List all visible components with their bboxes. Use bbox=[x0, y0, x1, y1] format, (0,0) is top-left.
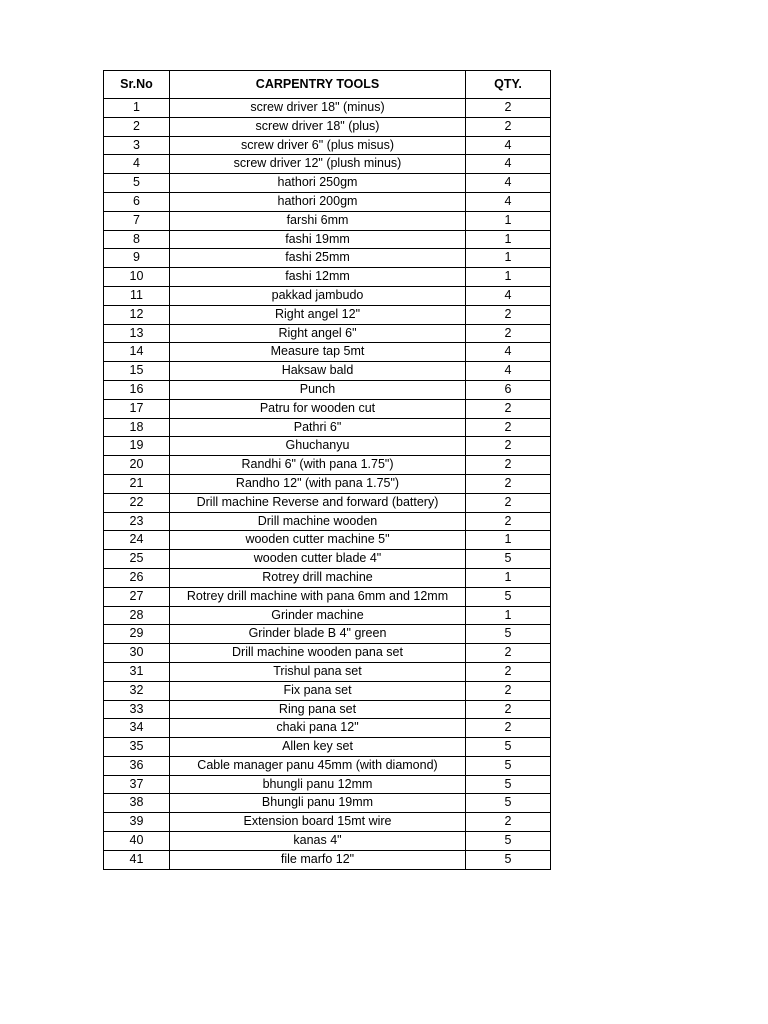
tool-name-cell: fashi 25mm bbox=[170, 249, 466, 268]
qty-cell: 5 bbox=[466, 832, 551, 851]
sr-no-cell: 37 bbox=[104, 775, 170, 794]
table-row bbox=[104, 738, 551, 757]
table-row bbox=[104, 832, 551, 851]
sr-no-cell: 19 bbox=[104, 437, 170, 456]
table-row bbox=[104, 418, 551, 437]
qty-cell: 5 bbox=[466, 850, 551, 869]
tool-name-cell: hathori 200gm bbox=[170, 192, 466, 211]
table-row bbox=[104, 343, 551, 362]
tool-name-cell: Punch bbox=[170, 380, 466, 399]
sr-no-cell: 9 bbox=[104, 249, 170, 268]
tool-name-cell: Ring pana set bbox=[170, 700, 466, 719]
carpentry-tools-header: CARPENTRY TOOLS bbox=[170, 71, 466, 99]
tool-name-cell: Grinder machine bbox=[170, 606, 466, 625]
table-header bbox=[104, 71, 551, 99]
tool-name-cell: Trishul pana set bbox=[170, 662, 466, 681]
table-row bbox=[104, 493, 551, 512]
qty-cell: 2 bbox=[466, 700, 551, 719]
table-row bbox=[104, 606, 551, 625]
tool-name-cell: kanas 4" bbox=[170, 832, 466, 851]
qty-cell: 4 bbox=[466, 192, 551, 211]
sr-no-cell: 28 bbox=[104, 606, 170, 625]
tool-name-cell: Drill machine Reverse and forward (battery) bbox=[170, 493, 466, 512]
sr-no-cell: 4 bbox=[104, 155, 170, 174]
qty-cell: 5 bbox=[466, 738, 551, 757]
qty-cell: 2 bbox=[466, 662, 551, 681]
table-row bbox=[104, 136, 551, 155]
qty-header: QTY. bbox=[466, 71, 551, 99]
qty-cell: 4 bbox=[466, 362, 551, 381]
table-row bbox=[104, 286, 551, 305]
table-row bbox=[104, 230, 551, 249]
tool-name-cell: Ghuchanyu bbox=[170, 437, 466, 456]
tool-name-cell: Grinder blade B 4" green bbox=[170, 625, 466, 644]
table-row bbox=[104, 644, 551, 663]
table-row bbox=[104, 174, 551, 193]
qty-cell: 2 bbox=[466, 399, 551, 418]
table-row bbox=[104, 775, 551, 794]
qty-cell: 5 bbox=[466, 587, 551, 606]
tool-name-cell: screw driver 18" (plus) bbox=[170, 117, 466, 136]
tool-name-cell: screw driver 6" (plus misus) bbox=[170, 136, 466, 155]
tool-name-cell: Randhi 6" (with pana 1.75") bbox=[170, 456, 466, 475]
table-row bbox=[104, 568, 551, 587]
qty-cell: 4 bbox=[466, 286, 551, 305]
qty-cell: 2 bbox=[466, 644, 551, 663]
qty-cell: 2 bbox=[466, 474, 551, 493]
qty-cell: 2 bbox=[466, 493, 551, 512]
sr-no-cell: 32 bbox=[104, 681, 170, 700]
qty-cell: 5 bbox=[466, 625, 551, 644]
table-row bbox=[104, 813, 551, 832]
tool-name-cell: Randho 12" (with pana 1.75") bbox=[170, 474, 466, 493]
sr-no-cell: 23 bbox=[104, 512, 170, 531]
table-row bbox=[104, 399, 551, 418]
table-row bbox=[104, 155, 551, 174]
header-row bbox=[104, 71, 551, 99]
tool-name-cell: farshi 6mm bbox=[170, 211, 466, 230]
qty-cell: 2 bbox=[466, 99, 551, 118]
carpentry-tools-sheet bbox=[103, 70, 550, 870]
sr-no-cell: 39 bbox=[104, 813, 170, 832]
sr-no-cell: 38 bbox=[104, 794, 170, 813]
sr-no-cell: 15 bbox=[104, 362, 170, 381]
tool-name-cell: Patru for wooden cut bbox=[170, 399, 466, 418]
sr-no-cell: 20 bbox=[104, 456, 170, 475]
qty-cell: 2 bbox=[466, 418, 551, 437]
table-row bbox=[104, 362, 551, 381]
sr-no-cell: 17 bbox=[104, 399, 170, 418]
qty-cell: 4 bbox=[466, 136, 551, 155]
qty-cell: 2 bbox=[466, 813, 551, 832]
qty-cell: 1 bbox=[466, 568, 551, 587]
table-row bbox=[104, 437, 551, 456]
qty-cell: 4 bbox=[466, 343, 551, 362]
tool-name-cell: screw driver 12" (plush minus) bbox=[170, 155, 466, 174]
tool-name-cell: wooden cutter machine 5" bbox=[170, 531, 466, 550]
table-body bbox=[104, 99, 551, 870]
tool-name-cell: Rotrey drill machine with pana 6mm and 12mm bbox=[170, 587, 466, 606]
sr-no-cell: 11 bbox=[104, 286, 170, 305]
tool-name-cell: Right angel 6" bbox=[170, 324, 466, 343]
tool-name-cell: Drill machine wooden pana set bbox=[170, 644, 466, 663]
sr-no-cell: 35 bbox=[104, 738, 170, 757]
sr-no-cell: 18 bbox=[104, 418, 170, 437]
tool-name-cell: Measure tap 5mt bbox=[170, 343, 466, 362]
qty-cell: 5 bbox=[466, 550, 551, 569]
tool-name-cell: Bhungli panu 19mm bbox=[170, 794, 466, 813]
tool-name-cell: Fix pana set bbox=[170, 681, 466, 700]
table-row bbox=[104, 512, 551, 531]
table-row bbox=[104, 531, 551, 550]
sr-no-header: Sr.No bbox=[104, 71, 170, 99]
sr-no-cell: 26 bbox=[104, 568, 170, 587]
table-row bbox=[104, 756, 551, 775]
sr-no-cell: 34 bbox=[104, 719, 170, 738]
sr-no-cell: 6 bbox=[104, 192, 170, 211]
tool-name-cell: pakkad jambudo bbox=[170, 286, 466, 305]
qty-cell: 2 bbox=[466, 305, 551, 324]
sr-no-cell: 21 bbox=[104, 474, 170, 493]
qty-cell: 2 bbox=[466, 437, 551, 456]
table-row bbox=[104, 700, 551, 719]
sr-no-cell: 16 bbox=[104, 380, 170, 399]
sr-no-cell: 22 bbox=[104, 493, 170, 512]
tool-name-cell: Rotrey drill machine bbox=[170, 568, 466, 587]
tool-name-cell: hathori 250gm bbox=[170, 174, 466, 193]
table-row bbox=[104, 192, 551, 211]
sr-no-cell: 2 bbox=[104, 117, 170, 136]
tool-name-cell: fashi 12mm bbox=[170, 268, 466, 287]
sr-no-cell: 29 bbox=[104, 625, 170, 644]
table-row bbox=[104, 456, 551, 475]
sr-no-cell: 5 bbox=[104, 174, 170, 193]
qty-cell: 5 bbox=[466, 775, 551, 794]
sr-no-cell: 30 bbox=[104, 644, 170, 663]
sr-no-cell: 41 bbox=[104, 850, 170, 869]
tool-name-cell: Allen key set bbox=[170, 738, 466, 757]
tool-name-cell: bhungli panu 12mm bbox=[170, 775, 466, 794]
table-row bbox=[104, 380, 551, 399]
table-row bbox=[104, 474, 551, 493]
qty-cell: 2 bbox=[466, 681, 551, 700]
table-row bbox=[104, 99, 551, 118]
table-row bbox=[104, 249, 551, 268]
qty-cell: 4 bbox=[466, 174, 551, 193]
tool-name-cell: Haksaw bald bbox=[170, 362, 466, 381]
sr-no-cell: 14 bbox=[104, 343, 170, 362]
sr-no-cell: 25 bbox=[104, 550, 170, 569]
sr-no-cell: 7 bbox=[104, 211, 170, 230]
sr-no-cell: 40 bbox=[104, 832, 170, 851]
table-row bbox=[104, 587, 551, 606]
sr-no-cell: 27 bbox=[104, 587, 170, 606]
sr-no-cell: 31 bbox=[104, 662, 170, 681]
tool-name-cell: fashi 19mm bbox=[170, 230, 466, 249]
tool-name-cell: file marfo 12" bbox=[170, 850, 466, 869]
qty-cell: 2 bbox=[466, 324, 551, 343]
table-row bbox=[104, 625, 551, 644]
tool-name-cell: Extension board 15mt wire bbox=[170, 813, 466, 832]
sr-no-cell: 8 bbox=[104, 230, 170, 249]
tool-name-cell: Drill machine wooden bbox=[170, 512, 466, 531]
qty-cell: 1 bbox=[466, 268, 551, 287]
qty-cell: 5 bbox=[466, 756, 551, 775]
table-row bbox=[104, 794, 551, 813]
qty-cell: 2 bbox=[466, 719, 551, 738]
table-row bbox=[104, 268, 551, 287]
qty-cell: 2 bbox=[466, 512, 551, 531]
sr-no-cell: 33 bbox=[104, 700, 170, 719]
qty-cell: 1 bbox=[466, 606, 551, 625]
qty-cell: 1 bbox=[466, 531, 551, 550]
table-row bbox=[104, 681, 551, 700]
sr-no-cell: 10 bbox=[104, 268, 170, 287]
sr-no-cell: 36 bbox=[104, 756, 170, 775]
qty-cell: 5 bbox=[466, 794, 551, 813]
sr-no-cell: 3 bbox=[104, 136, 170, 155]
tool-name-cell: screw driver 18" (minus) bbox=[170, 99, 466, 118]
qty-cell: 2 bbox=[466, 117, 551, 136]
qty-cell: 1 bbox=[466, 230, 551, 249]
table-row bbox=[104, 719, 551, 738]
tool-name-cell: Right angel 12" bbox=[170, 305, 466, 324]
qty-cell: 1 bbox=[466, 249, 551, 268]
table-row bbox=[104, 662, 551, 681]
tool-name-cell: wooden cutter blade 4" bbox=[170, 550, 466, 569]
sr-no-cell: 13 bbox=[104, 324, 170, 343]
carpentry-tools-table bbox=[103, 70, 551, 870]
sr-no-cell: 1 bbox=[104, 99, 170, 118]
table-row bbox=[104, 305, 551, 324]
tool-name-cell: Cable manager panu 45mm (with diamond) bbox=[170, 756, 466, 775]
sr-no-cell: 12 bbox=[104, 305, 170, 324]
table-row bbox=[104, 211, 551, 230]
qty-cell: 6 bbox=[466, 380, 551, 399]
qty-cell: 1 bbox=[466, 211, 551, 230]
table-row bbox=[104, 550, 551, 569]
tool-name-cell: chaki pana 12" bbox=[170, 719, 466, 738]
table-row bbox=[104, 117, 551, 136]
qty-cell: 4 bbox=[466, 155, 551, 174]
table-row bbox=[104, 850, 551, 869]
sr-no-cell: 24 bbox=[104, 531, 170, 550]
table-row bbox=[104, 324, 551, 343]
qty-cell: 2 bbox=[466, 456, 551, 475]
tool-name-cell: Pathri 6" bbox=[170, 418, 466, 437]
